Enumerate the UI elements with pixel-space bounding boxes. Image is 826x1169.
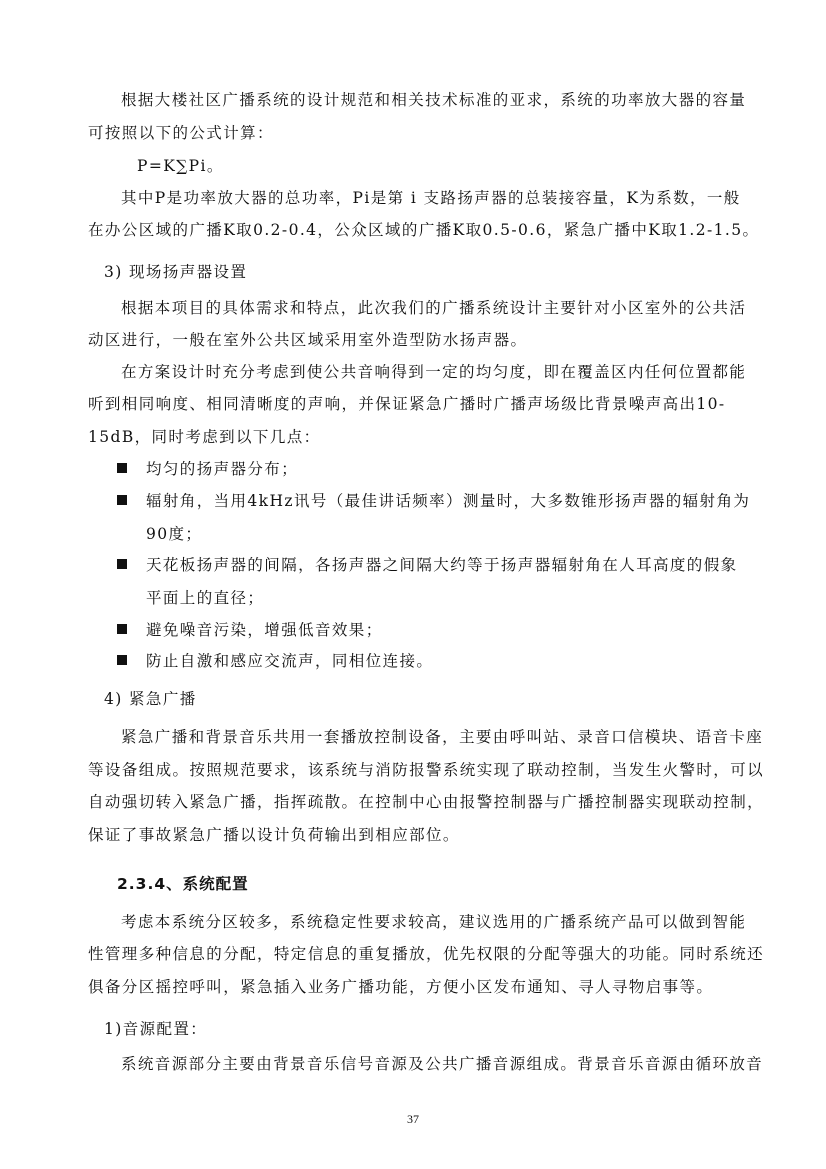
subheading: 4) 紧急广播 xyxy=(104,690,197,708)
paragraph-line: 考虑本系统分区较多，系统稳定性要求较高，建议选用的广播系统产品可以做到智能 xyxy=(121,913,747,931)
subheading: 1)音源配置： xyxy=(104,1020,208,1038)
subheading: 3) 现场扬声器设置 xyxy=(104,263,248,281)
list-item-text: 防止自激和感应交流声，同相位连接。 xyxy=(146,652,434,670)
paragraph-line: 自动强切转入紧急广播，指挥疏散。在控制中心由报警控制器与广播控制器实现联动控制， xyxy=(88,793,765,811)
paragraph-line: 在方案设计时充分考虑到使公共音响得到一定的均匀度，即在覆盖区内任何位置都能 xyxy=(121,363,747,381)
square-bullet-icon xyxy=(117,463,127,473)
list-item-text: 均匀的扬声器分布； xyxy=(146,460,299,478)
list-item-continuation: 平面上的直径； xyxy=(146,589,265,607)
paragraph-line: 性管理多种信息的分配，特定信息的重复播放，优先权限的分配等强大的功能。同时系统还 xyxy=(88,945,765,963)
paragraph-line: 俱备分区摇控呼叫，紧急插入业务广播功能，方便小区发布通知、寻人寻物启事等。 xyxy=(88,978,714,996)
paragraph-line: 在办公区域的广播K取0.2-0.4，公众区域的广播K取0.5-0.6，紧急广播中K取1.2-1.5。 xyxy=(88,221,760,239)
formula: P=K∑Pi。 xyxy=(137,157,224,175)
list-item-continuation: 90度； xyxy=(146,525,203,543)
paragraph-line: 可按照以下的公式计算： xyxy=(88,124,274,142)
square-bullet-icon xyxy=(117,655,127,665)
paragraph-line: 保证了事故紧急广播以设计负荷输出到相应部位。 xyxy=(88,826,460,844)
section-heading: 2.3.4、系统配置 xyxy=(117,875,249,893)
square-bullet-icon xyxy=(117,559,127,569)
square-bullet-icon xyxy=(117,624,127,634)
list-item-text: 避免噪音污染，增强低音效果； xyxy=(146,621,383,639)
paragraph-line: 动区进行，一般在室外公共区域采用室外造型防水扬声器。 xyxy=(88,331,528,349)
paragraph-line: 根据大楼社区广播系统的设计规范和相关技术标准的亚求，系统的功率放大器的容量 xyxy=(121,91,747,109)
square-bullet-icon xyxy=(117,495,127,505)
list-item xyxy=(117,491,750,511)
paragraph-line: 紧急广播和背景音乐共用一套播放控制设备，主要由呼叫站、录音口信模块、语音卡座 xyxy=(121,728,764,746)
paragraph-line: 根据本项目的具体需求和特点，此次我们的广播系统设计主要针对小区室外的公共活 xyxy=(121,299,747,317)
paragraph-line: 听到相同响度、相同清晰度的声响，并保证紧急广播时广播声场级比背景噪声高出10- xyxy=(88,395,726,413)
list-item xyxy=(117,459,298,479)
list-item xyxy=(117,555,738,575)
paragraph-line: 系统音源部分主要由背景音乐信号音源及公共广播音源组成。背景音乐音源由循环放音 xyxy=(121,1055,764,1073)
list-item-text: 天花板扬声器的间隔，各扬声器之间隔大约等于扬声器辐射角在人耳高度的假象 xyxy=(146,556,738,574)
list-item-text: 辐射角，当用4kHz讯号（最佳讲话频率）测量时，大多数锥形扬声器的辐射角为 xyxy=(146,492,751,510)
paragraph-line: 15dB，同时考虑到以下几点： xyxy=(88,428,321,446)
paragraph-line: 等设备组成。按照规范要求，该系统与消防报警系统实现了联动控制，当发生火警时，可以 xyxy=(88,761,765,779)
page-number: 37 xyxy=(407,1112,419,1126)
list-item xyxy=(117,620,383,640)
list-item xyxy=(117,651,433,671)
paragraph-line: 其中P是功率放大器的总功率，Pi是第 i 支路扬声器的总装接容量，K为系数，一般 xyxy=(121,189,741,207)
